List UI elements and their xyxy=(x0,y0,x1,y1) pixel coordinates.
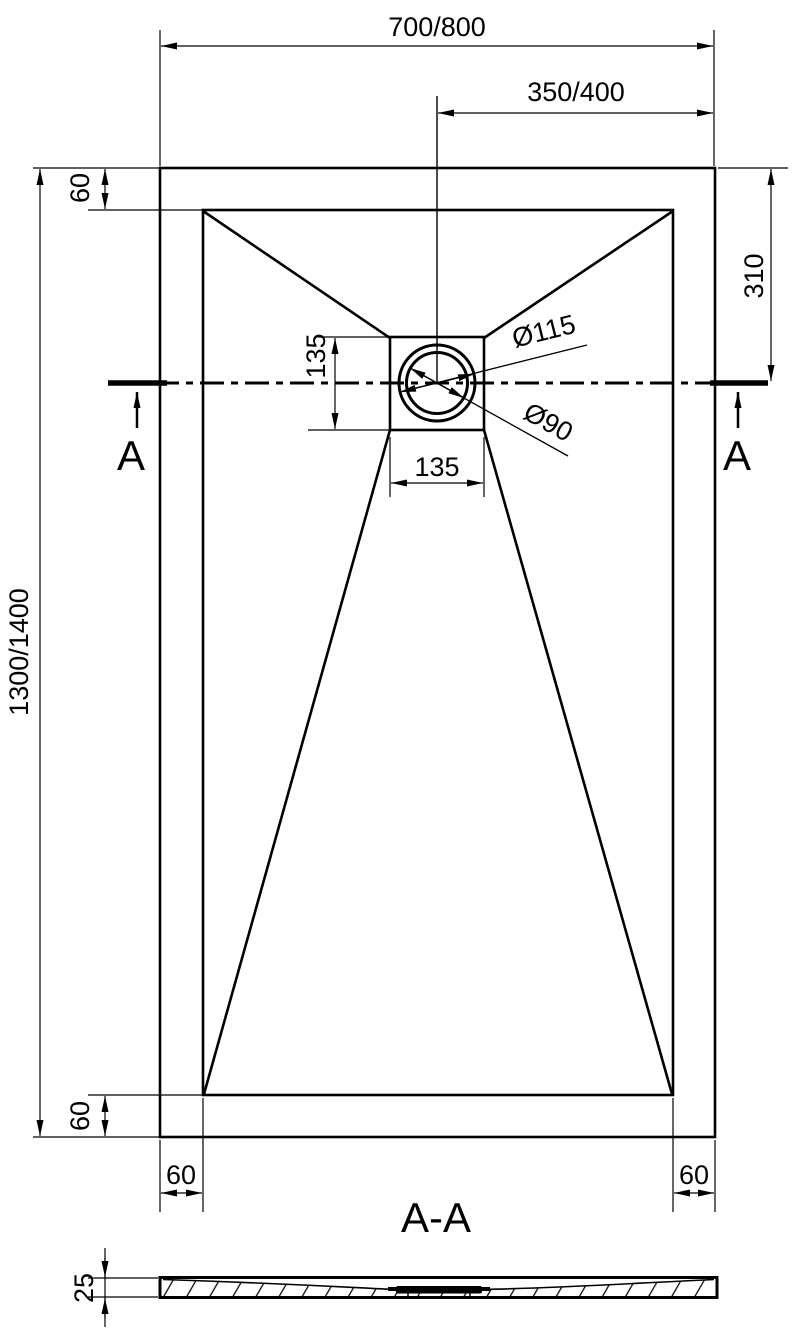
dim-rim-left-bottom xyxy=(160,1098,203,1212)
dim-rim-right-bottom xyxy=(673,1098,715,1212)
section-letter-right: A xyxy=(722,432,752,479)
dim-rim-bottom xyxy=(88,1095,203,1136)
dim-label-rim-bottom: 60 xyxy=(65,1100,95,1132)
center-lines xyxy=(108,96,768,428)
dim-label-overall-width: 700/800 xyxy=(388,12,486,42)
slope-edge-bottom-left xyxy=(204,430,390,1094)
dim-label-drain-box-vertical: 135 xyxy=(301,333,331,379)
slope-edge-bottom-right xyxy=(484,430,672,1094)
plan-view xyxy=(33,30,788,1212)
dim-label-drain-box-horizontal: 135 xyxy=(414,452,460,482)
dim-label-drain-offset: 350/400 xyxy=(527,77,625,107)
plan-view-labels xyxy=(4,12,769,1190)
section-view xyxy=(69,1194,717,1327)
label-drain-outer-diameter: Ø115 xyxy=(509,308,579,354)
dim-label-overall-length: 1300/1400 xyxy=(4,588,34,716)
dim-label-thickness: 25 xyxy=(69,1272,99,1304)
dim-label-center-to-top: 310 xyxy=(739,253,769,299)
section-title: A-A xyxy=(400,1194,472,1241)
section-letter-left: A xyxy=(116,432,146,479)
label-drain-inner-diameter: Ø90 xyxy=(518,396,578,448)
dim-label-rim-top: 60 xyxy=(65,172,95,204)
inner-basin-outline xyxy=(203,210,673,1095)
slope-edge-top-left xyxy=(203,211,390,338)
leader-arrow xyxy=(410,368,437,383)
slope-edge-top-right xyxy=(484,211,673,338)
dim-rim-top xyxy=(88,169,203,210)
dim-label-rim-left-bottom: 60 xyxy=(165,1160,197,1190)
dim-label-rim-right-bottom: 60 xyxy=(678,1160,710,1190)
slope-edges xyxy=(203,211,673,1094)
dim-overall-length xyxy=(33,168,160,1137)
section-drain-cover xyxy=(396,1286,482,1294)
leader-arrow xyxy=(437,383,464,398)
